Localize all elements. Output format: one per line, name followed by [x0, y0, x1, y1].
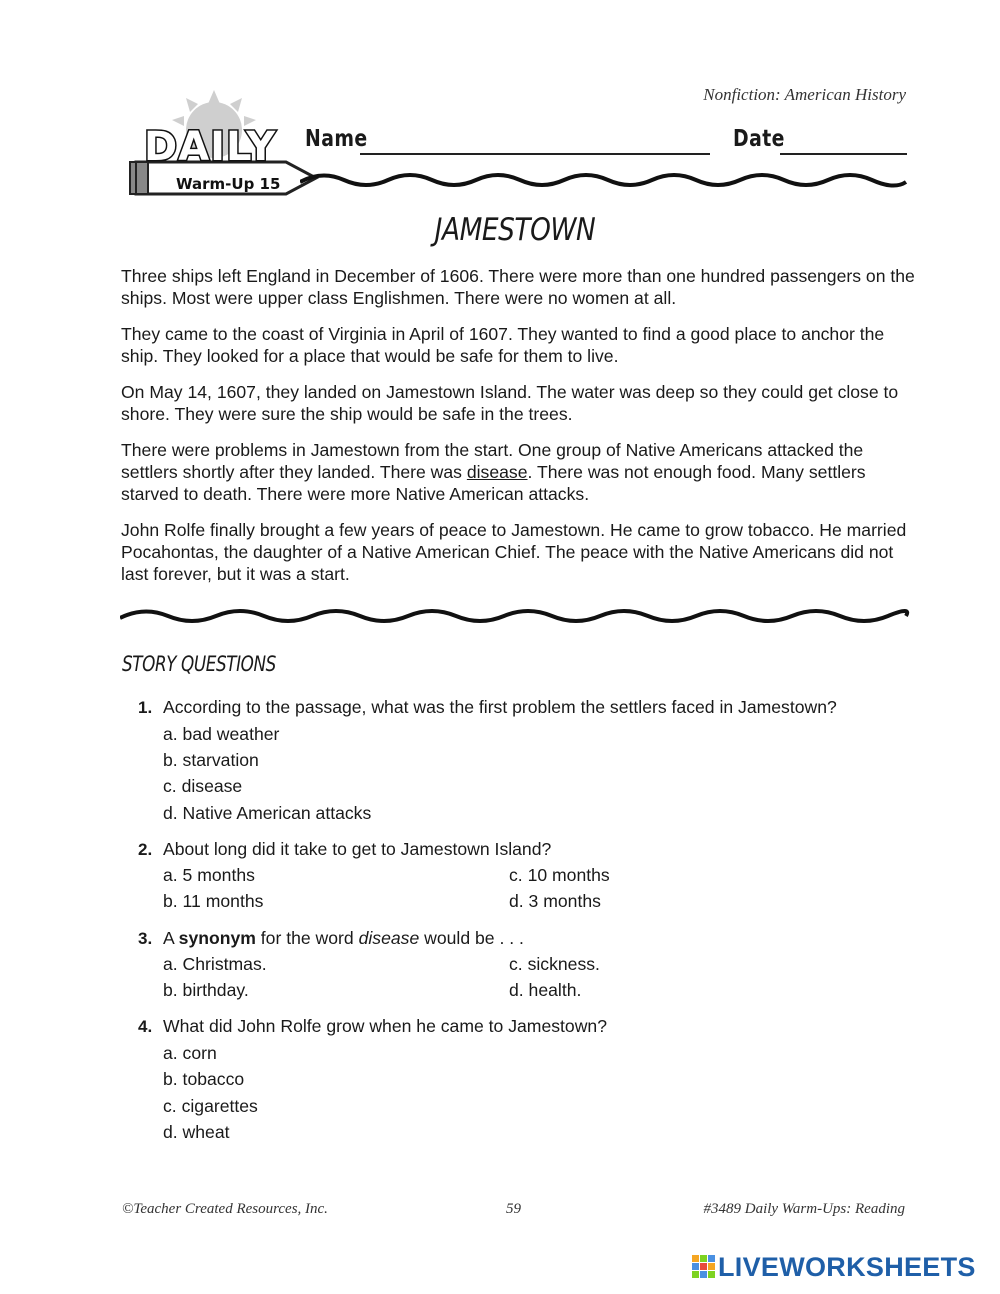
page-title: JAMESTOWN	[434, 212, 596, 248]
answer-option[interactable]: a. corn	[163, 1043, 217, 1063]
answer-option[interactable]: a. bad weather	[163, 724, 280, 744]
passage-text: . There was not enough food. Many settlers starved to death. There were more Native American attacks.	[121, 462, 866, 504]
reading-passage	[121, 266, 921, 600]
passage-paragraph: Three ships left England in December of 1606. There were more than one hundred passengers on the ships. Most were upper class Englishmen. There were no women at all.	[121, 266, 915, 308]
answer-option[interactable]: c. sickness.	[509, 954, 600, 974]
passage-paragraph	[121, 440, 921, 505]
question-number: 3.	[138, 929, 153, 948]
section-wave-divider	[120, 604, 910, 630]
daily-warmup-logo	[126, 90, 326, 202]
footer-copyright: ©Teacher Created Resources, Inc.	[122, 1201, 328, 1217]
question-2	[138, 839, 551, 860]
answer-option[interactable]: d. health.	[509, 980, 582, 1000]
passage-paragraph: They came to the coast of Virginia in April of 1607. They wanted to find a good place to anchor the ship. They looked for a place that would be safe for them to live.	[121, 324, 885, 366]
question-text: About long did it take to get to Jamestown Island?	[163, 839, 552, 859]
date-field-line[interactable]	[780, 153, 907, 155]
question-text: for the word	[255, 928, 359, 948]
logo-warmup-text: Warm-Up 15	[176, 175, 281, 193]
question-1	[138, 697, 837, 718]
bold-term: synonym	[178, 928, 256, 948]
question-number: 2.	[138, 840, 153, 859]
question-text: What did John Rolfe grow when he came to Jamestown?	[163, 1016, 607, 1036]
liveworksheets-logo-icon	[692, 1254, 716, 1284]
name-field-line[interactable]	[360, 153, 710, 155]
story-questions-title: STORY QUESTIONS	[122, 652, 276, 676]
answer-option[interactable]: d. 3 months	[509, 891, 601, 911]
question-number: 4.	[138, 1017, 153, 1036]
answer-option[interactable]: c. cigarettes	[163, 1096, 258, 1116]
liveworksheets-watermark[interactable]: LIVEWORKSHEETS	[718, 1252, 976, 1282]
passage-paragraph: John Rolfe finally brought a few years of peace to Jamestown. He came to grow tobacco. He married Pocahontas, the daughter of a Native American Chief. The peace with the Native Americans did not last forever, but it was a start.	[121, 520, 907, 584]
answer-option[interactable]: b. tobacco	[163, 1069, 245, 1089]
answer-option[interactable]: b. birthday.	[163, 980, 249, 1000]
answer-option[interactable]: b. starvation	[163, 750, 259, 770]
footer-book-title: #3489 Daily Warm-Ups: Reading	[703, 1201, 905, 1217]
logo-daily-text: DAILY	[144, 124, 277, 170]
answer-option[interactable]: c. 10 months	[509, 865, 610, 885]
question-number: 1.	[138, 698, 153, 717]
answer-option[interactable]: d. Native American attacks	[163, 803, 372, 823]
answer-option[interactable]: d. wheat	[163, 1122, 230, 1142]
category-label: Nonfiction: American History	[703, 85, 906, 104]
italic-term: disease	[358, 928, 420, 948]
header-wave-divider	[300, 168, 910, 192]
question-4	[138, 1016, 607, 1037]
answer-option[interactable]: a. Christmas.	[163, 954, 267, 974]
date-label: Date	[733, 126, 785, 152]
passage-text: There were problems in Jamestown from the start. One group of Native Americans attacked the settlers shortly after they landed. There was	[121, 440, 864, 483]
footer-page-number: 59	[506, 1201, 521, 1217]
underlined-word: disease	[466, 462, 528, 483]
name-label: Name	[305, 126, 368, 152]
answer-option[interactable]: c. disease	[163, 776, 243, 796]
question-text: According to the passage, what was the first problem the settlers faced in Jamestown?	[163, 697, 837, 717]
question-3	[138, 928, 524, 949]
question-text: would be . . .	[419, 928, 524, 948]
question-text: A	[163, 928, 179, 948]
answer-option[interactable]: a. 5 months	[163, 865, 255, 885]
passage-paragraph: On May 14, 1607, they landed on Jamestown Island. The water was deep so they could get close to shore. They were sure the ship would be safe in the trees.	[121, 382, 899, 424]
answer-option[interactable]: b. 11 months	[163, 891, 264, 911]
